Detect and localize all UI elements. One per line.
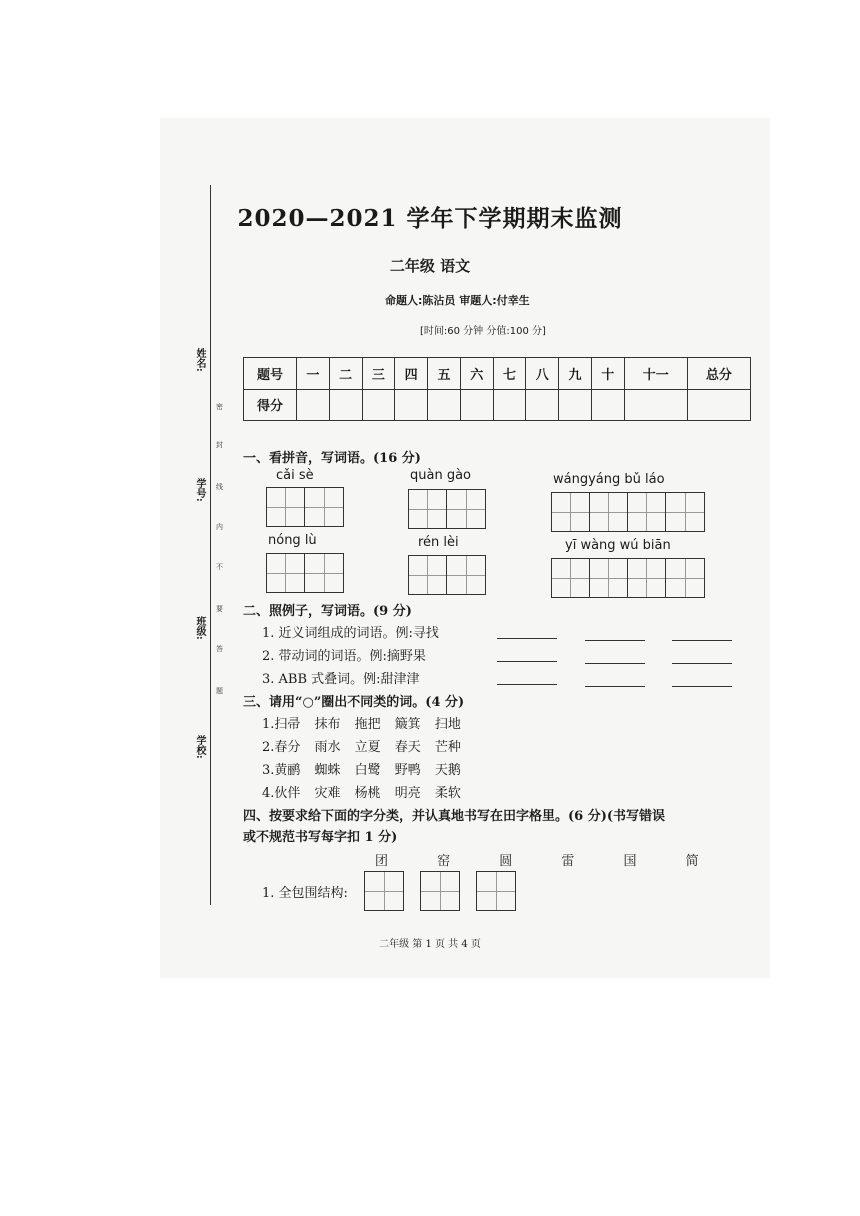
tianzige-box[interactable] bbox=[408, 489, 486, 529]
score-row-label: 得分 bbox=[244, 389, 297, 421]
score-col-header: 三 bbox=[362, 358, 395, 390]
tianzige-box[interactable] bbox=[364, 871, 404, 911]
tianzige-cell[interactable] bbox=[365, 872, 403, 910]
pinyin-label: nóng lù bbox=[268, 533, 317, 548]
score-cell[interactable] bbox=[624, 389, 687, 421]
score-cell[interactable] bbox=[591, 389, 624, 421]
school-label: 学校: bbox=[194, 735, 205, 759]
tianzige-cell[interactable] bbox=[305, 488, 343, 526]
section4-heading-cont: 或不规范书写每字扣 1 分) bbox=[243, 830, 398, 845]
score-col-header: 四 bbox=[395, 358, 428, 390]
tianzige-cell[interactable] bbox=[421, 872, 459, 910]
section2-heading: 二、照例子，写词语。(9 分) bbox=[243, 604, 412, 619]
answer-blank[interactable] bbox=[497, 661, 557, 662]
score-cell[interactable] bbox=[526, 389, 559, 421]
seal-char: 线 bbox=[216, 483, 223, 491]
tianzige-cell[interactable] bbox=[267, 488, 305, 526]
class-label: 班级: bbox=[194, 616, 205, 640]
seat-label: 学号: bbox=[194, 478, 205, 502]
pinyin-label: rén lèi bbox=[418, 535, 459, 550]
seal-char: 封 bbox=[216, 441, 223, 449]
tianzige-box[interactable] bbox=[551, 558, 705, 598]
answer-blank[interactable] bbox=[672, 663, 732, 664]
tianzige-cell[interactable] bbox=[409, 556, 447, 594]
answer-blank[interactable] bbox=[672, 640, 732, 641]
tianzige-box[interactable] bbox=[551, 492, 705, 532]
section1-heading: 一、看拼音，写词语。(16 分) bbox=[243, 451, 421, 466]
score-cell[interactable] bbox=[460, 389, 493, 421]
score-cell[interactable] bbox=[428, 389, 461, 421]
seal-char: 答 bbox=[216, 645, 223, 653]
tianzige-cell[interactable] bbox=[552, 493, 590, 531]
seal-line bbox=[210, 185, 211, 905]
score-cell[interactable] bbox=[329, 389, 362, 421]
char-list: 团 窑 圆 雷 国 简 bbox=[375, 854, 699, 869]
tianzige-cell[interactable] bbox=[447, 556, 485, 594]
score-cell[interactable] bbox=[493, 389, 526, 421]
tianzige-cell[interactable] bbox=[409, 490, 447, 528]
score-row-label: 题号 bbox=[244, 358, 297, 390]
score-col-header: 总分 bbox=[687, 358, 750, 390]
pinyin-label: yī wàng wú biān bbox=[565, 538, 671, 553]
score-col-header: 十 bbox=[591, 358, 624, 390]
exam-sheet bbox=[160, 118, 770, 978]
tianzige-cell[interactable] bbox=[590, 493, 628, 531]
score-cell[interactable] bbox=[297, 389, 330, 421]
answer-blank[interactable] bbox=[497, 684, 557, 685]
seal-char: 内 bbox=[216, 523, 223, 531]
word-group: 4.伙伴 灾难 杨桃 明亮 柔软 bbox=[262, 786, 461, 801]
section4-item1: 1. 全包围结构: bbox=[262, 886, 348, 901]
tianzige-cell[interactable] bbox=[447, 490, 485, 528]
section2-item: 1. 近义词组成的词语。例:寻找 bbox=[262, 626, 439, 641]
tianzige-box[interactable] bbox=[476, 871, 516, 911]
score-col-header: 八 bbox=[526, 358, 559, 390]
answer-blank[interactable] bbox=[585, 640, 645, 641]
answer-blank[interactable] bbox=[585, 686, 645, 687]
tianzige-cell[interactable] bbox=[590, 559, 628, 597]
score-cell[interactable] bbox=[362, 389, 395, 421]
score-col-header: 七 bbox=[493, 358, 526, 390]
tianzige-cell[interactable] bbox=[477, 872, 515, 910]
tianzige-cell[interactable] bbox=[666, 559, 704, 597]
section2-item: 2. 带动词的词语。例:摘野果 bbox=[262, 649, 426, 664]
seal-char: 题 bbox=[216, 687, 223, 695]
tianzige-cell[interactable] bbox=[628, 493, 666, 531]
score-col-header: 六 bbox=[460, 358, 493, 390]
pinyin-label: cǎi sè bbox=[276, 468, 314, 483]
word-group: 2.春分 雨水 立夏 春天 芒种 bbox=[262, 740, 461, 755]
seal-char: 密 bbox=[216, 403, 223, 411]
score-col-header: 十一 bbox=[624, 358, 687, 390]
tianzige-box[interactable] bbox=[266, 553, 344, 593]
tianzige-box[interactable] bbox=[266, 487, 344, 527]
score-col-header: 五 bbox=[428, 358, 461, 390]
tianzige-cell[interactable] bbox=[552, 559, 590, 597]
score-table-score-row bbox=[244, 389, 751, 421]
answer-blank[interactable] bbox=[672, 686, 732, 687]
tianzige-cell[interactable] bbox=[666, 493, 704, 531]
tianzige-cell[interactable] bbox=[305, 554, 343, 592]
pinyin-label: wángyáng bǔ láo bbox=[553, 472, 665, 487]
exam-subtitle: 二年级 语文 bbox=[389, 257, 471, 275]
score-cell[interactable] bbox=[559, 389, 592, 421]
exam-title: 2020—2021 学年下学期期末监测 bbox=[237, 205, 623, 232]
score-table bbox=[243, 357, 751, 421]
page-footer: 二年级 第 1 页 共 4 页 bbox=[379, 939, 481, 950]
name-label: 姓名: bbox=[194, 348, 205, 372]
answer-blank[interactable] bbox=[585, 663, 645, 664]
score-col-header: 二 bbox=[329, 358, 362, 390]
tianzige-cell[interactable] bbox=[267, 554, 305, 592]
word-group: 3.黄鹂 蜘蛛 白鹭 野鸭 天鹅 bbox=[262, 763, 461, 778]
tianzige-box[interactable] bbox=[420, 871, 460, 911]
seal-char: 不 bbox=[216, 563, 223, 571]
pinyin-label: quàn gào bbox=[410, 468, 472, 483]
section3-heading: 三、请用“○”圈出不同类的词。(4 分) bbox=[243, 695, 465, 710]
score-col-header: 一 bbox=[297, 358, 330, 390]
word-group: 1.扫帚 抹布 拖把 簸箕 扫地 bbox=[262, 717, 461, 732]
tianzige-cell[interactable] bbox=[628, 559, 666, 597]
score-table-header-row bbox=[244, 358, 751, 390]
score-col-header: 九 bbox=[559, 358, 592, 390]
score-cell[interactable] bbox=[687, 389, 750, 421]
score-cell[interactable] bbox=[395, 389, 428, 421]
authors-line: 命题人:陈沾员 审题人:付幸生 bbox=[385, 294, 530, 307]
time-info: [时间:60 分钟 分值:100 分] bbox=[420, 326, 546, 337]
section4-heading: 四、按要求给下面的字分类，并认真地书写在田字格里。(6 分)(书写错误 bbox=[243, 809, 666, 824]
section2-item: 3. ABB 式叠词。例:甜津津 bbox=[262, 672, 420, 687]
answer-blank[interactable] bbox=[497, 638, 557, 639]
seal-char: 要 bbox=[216, 605, 223, 613]
tianzige-box[interactable] bbox=[408, 555, 486, 595]
